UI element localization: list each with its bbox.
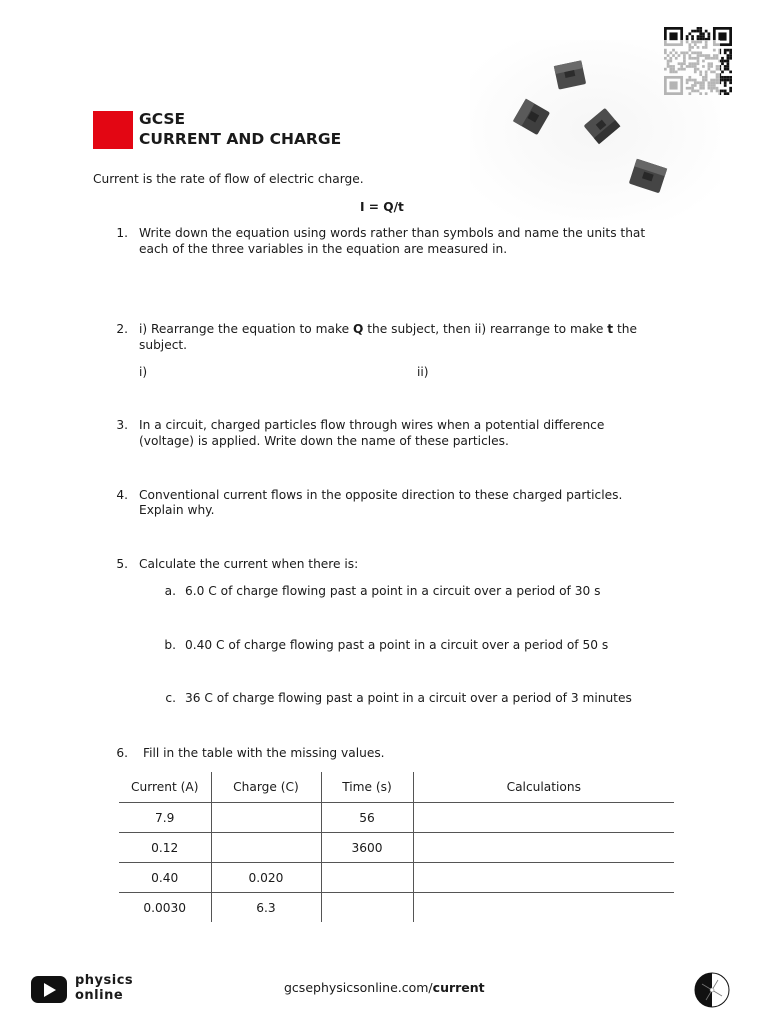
sub-question-letter: b. <box>164 638 176 652</box>
page-title-level: GCSE <box>139 110 186 128</box>
red-brand-block <box>93 111 133 149</box>
cell-calculations[interactable] <box>413 833 674 863</box>
cell-time[interactable] <box>321 863 413 893</box>
question-4-line2: Explain why. <box>139 503 215 517</box>
question-number: 6. <box>116 746 128 760</box>
question-number: 5. <box>116 557 128 571</box>
cell-time[interactable] <box>321 893 413 923</box>
cell-time: 3600 <box>321 833 413 863</box>
cell-time: 56 <box>321 803 413 833</box>
sub-question-letter: c. <box>165 691 176 705</box>
question-2-line2: subject. <box>139 338 188 352</box>
sub-question-a: 6.0 C of charge flowing past a point in a circuit over a period of 30 s <box>185 584 601 598</box>
part-i-label: i) <box>139 365 148 379</box>
sub-question-c: 36 C of charge flowing past a point in a circuit over a period of 3 minutes <box>185 691 632 705</box>
footer-link[interactable]: gcsephysicsonline.com/current <box>284 980 485 995</box>
column-header-time: Time (s) <box>321 772 413 803</box>
question-number: 4. <box>116 488 128 502</box>
question-6-text: Fill in the table with the missing values. <box>143 746 385 760</box>
question-2-line1: i) Rearrange the equation to make Q the subject, then ii) rearrange to make t the <box>139 322 638 336</box>
sub-question-letter: a. <box>164 584 176 598</box>
cell-calculations[interactable] <box>413 893 674 923</box>
part-ii-label: ii) <box>417 365 429 379</box>
cell-current: 0.40 <box>119 863 211 893</box>
table-row <box>119 863 674 893</box>
circle-logo-icon <box>694 972 730 1008</box>
question-3-line2: (voltage) is applied. Write down the name of these particles. <box>139 434 509 448</box>
column-header-current: Current (A) <box>119 772 211 803</box>
question-number: 3. <box>116 418 128 432</box>
connector-blocks-image <box>470 40 720 220</box>
page-title: CURRENT AND CHARGE <box>139 130 342 148</box>
cell-current: 7.9 <box>119 803 211 833</box>
question-1-line2: each of the three variables in the equation are measured in. <box>139 242 508 256</box>
cell-charge[interactable] <box>211 803 321 833</box>
column-header-charge: Charge (C) <box>211 772 321 803</box>
cell-charge: 0.020 <box>211 863 321 893</box>
question-4-line1: Conventional current flows in the opposite direction to these charged particles. <box>139 488 623 502</box>
column-header-calculations: Calculations <box>413 772 674 803</box>
cell-calculations[interactable] <box>413 863 674 893</box>
table-row <box>119 833 674 863</box>
cell-current: 0.12 <box>119 833 211 863</box>
play-triangle-icon <box>44 983 56 997</box>
values-table <box>119 772 674 922</box>
brand-name-line1: physics <box>75 973 134 988</box>
intro-text: Current is the rate of flow of electric charge. <box>93 172 364 186</box>
question-number: 2. <box>116 322 128 336</box>
table-row <box>119 803 674 833</box>
cell-charge[interactable] <box>211 833 321 863</box>
equation: I = Q/t <box>360 200 404 214</box>
cell-charge: 6.3 <box>211 893 321 923</box>
table-row <box>119 893 674 923</box>
question-5-line1: Calculate the current when there is: <box>139 557 359 571</box>
cell-current: 0.0030 <box>119 893 211 923</box>
table-header-row <box>119 772 674 803</box>
cell-calculations[interactable] <box>413 803 674 833</box>
question-number: 1. <box>116 226 128 240</box>
question-3-line1: In a circuit, charged particles flow through wires when a potential difference <box>139 418 605 432</box>
question-1-line1: Write down the equation using words rather than symbols and name the units that <box>139 226 646 240</box>
sub-question-b: 0.40 C of charge flowing past a point in a circuit over a period of 50 s <box>185 638 609 652</box>
brand-name-line2: online <box>75 988 124 1003</box>
